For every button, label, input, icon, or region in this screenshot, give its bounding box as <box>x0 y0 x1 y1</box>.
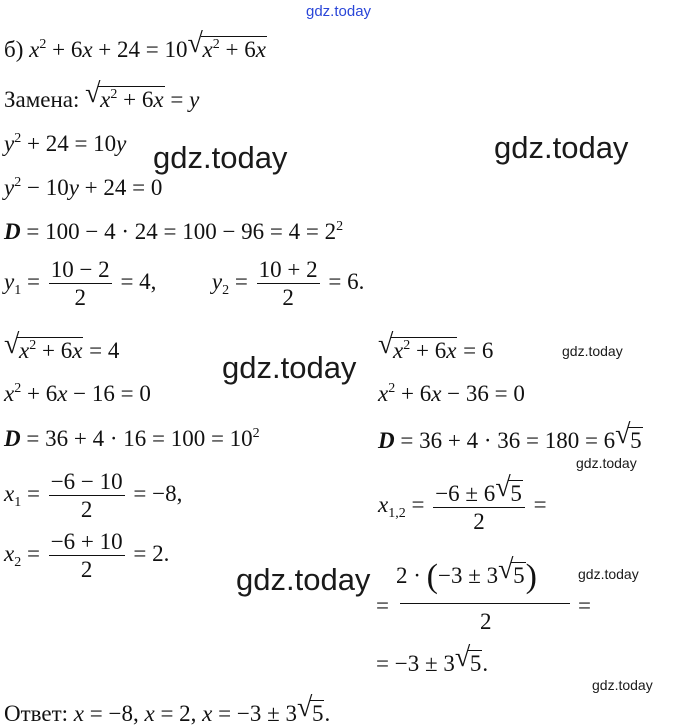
equation-y-1: $y^2 + 24 = 10y$ <box>4 131 127 156</box>
watermark-top: gdz.today <box>306 3 372 20</box>
left-root-x2: $x_2$ = $\frac{-6 + 10}{2}$ = 2. <box>4 529 170 582</box>
equation-original: б) $x^2 + 6x + 24 = 10$ √ $x^2 + 6x$ <box>4 28 266 62</box>
watermark-1: gdz.today <box>153 140 288 175</box>
answer-line: Ответ: x = −8, x = 2, x = −3 ± 3 √ 5. <box>4 692 331 726</box>
right-factor-bar <box>400 603 570 604</box>
left-root-x1: $x_1$ = $\frac{-6 - 10}{2}$ = −8, <box>4 469 183 522</box>
roots-y: $y_1$ = $\frac{10 - 2}{2}$ = 4, $y_2$ = $\frac{10 + 2}{2}$ = 6. <box>4 257 365 310</box>
case-right-sqrt: √ $x^2 + 6x = 6$ <box>378 329 494 363</box>
right-factor-denominator: 2 <box>480 609 492 634</box>
answer-label: Ответ: <box>4 701 69 726</box>
right-final-roots: = −3 ± 3 √ 5. <box>376 642 489 676</box>
equation-y-quadratic: $y^2 - 10y + 24 = 0$ <box>4 175 163 200</box>
discriminant-y: $D = 100 - 4 \cdot 24 = 100 - 96 = 4 = 2^2$ <box>4 219 344 244</box>
right-quadratic: $x^2 + 6x - 36 = 0$ <box>378 381 525 406</box>
watermark-7: gdz.today <box>578 566 639 582</box>
watermark-5: gdz.today <box>576 455 637 471</box>
left-quadratic: $x^2 + 6x - 16 = 0$ <box>4 381 151 406</box>
watermark-6: gdz.today <box>236 562 371 597</box>
watermark-4: gdz.today <box>562 343 623 359</box>
right-roots-x12: $x_{1,2}$ = −6 ± 6 √ 5 2 = <box>378 472 547 534</box>
part-label: б) <box>4 37 24 62</box>
right-factor-eq-2: = <box>578 593 591 618</box>
substitution-label: Замена: <box>4 87 80 112</box>
right-discriminant: D = 36 + 4 · 36 = 180 = 6 √ 5 <box>378 419 642 453</box>
watermark-8: gdz.today <box>592 677 653 693</box>
right-factor-eq: = <box>376 593 389 618</box>
substitution-line: Замена: √ $x^2 + 6x = y$ <box>4 78 200 112</box>
watermark-2: gdz.today <box>494 130 629 165</box>
watermark-3: gdz.today <box>222 350 357 385</box>
right-factor-numerator: 2 · (−3 ± 3 √ 5) <box>396 554 537 595</box>
case-left-sqrt: √ $x^2 + 6x = 4$ <box>4 329 120 363</box>
left-discriminant: $D = 36 + 4 \cdot 16 = 100 = 10^2$ <box>4 426 260 451</box>
